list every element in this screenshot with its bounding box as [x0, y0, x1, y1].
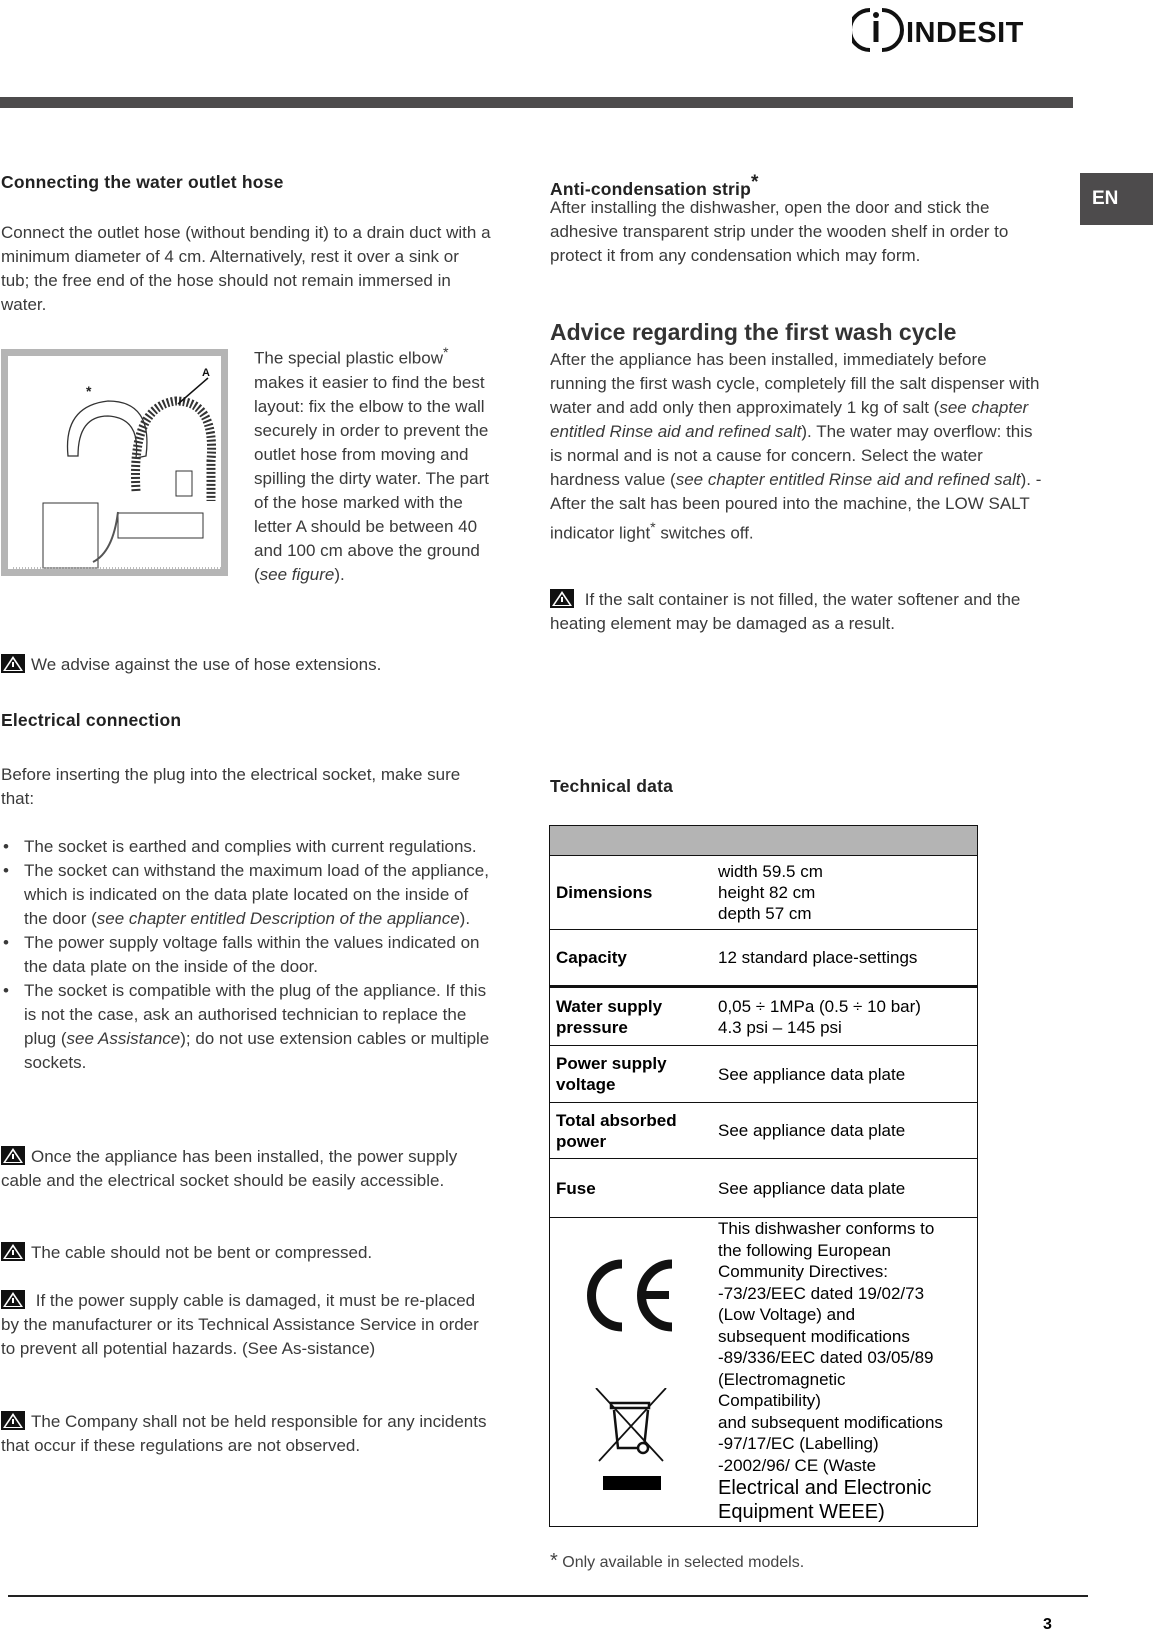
table-row: Dimensions width 59.5 cm height 82 cm depth 57 cm [550, 856, 978, 930]
language-tab: EN [1080, 173, 1153, 225]
svg-text:*: * [86, 383, 92, 399]
svg-text:INDESIT: INDESIT [906, 17, 1024, 49]
technical-data-table [549, 825, 978, 1527]
warning-icon [550, 589, 574, 608]
elbow-text-end: ). [334, 564, 345, 584]
warning-icon [1, 654, 25, 673]
page-number: 3 [1043, 1616, 1052, 1633]
table-row: Power supply voltage See appliance data plate [550, 1046, 978, 1103]
first-wash-heading: Advice regarding the first wash cycle [550, 319, 957, 345]
see-figure-link: see figure [259, 564, 335, 584]
warning-salt: If the salt container is not filled, the water softener and the heating element may be damaged as a result. [550, 590, 1021, 633]
svg-text:A: A [202, 367, 210, 379]
hose-installation-figure [1, 349, 228, 576]
anti-condensation-paragraph: After installing the dishwasher, open the door and stick the adhesive transparent strip under the wooden shelf in order to protect it from any condensation which may form. [550, 198, 1009, 265]
weee-bin-icon [591, 1388, 671, 1498]
warning-icon [1, 1290, 25, 1309]
warning-damaged-cable: If the power supply cable is damaged, it must be re-placed by the manufacturer or its Technical Assistance Service in order to prevent all potential hazards. (See As-sistance) [1, 1291, 479, 1358]
electrical-intro: Before inserting the plug into the electrical socket, make sure that: [1, 765, 461, 808]
warning-icon [1, 1242, 25, 1261]
checklist-item: • The socket can withstand the maximum load of the appliance, which is indicated on the data plate located on the inside of the door (see chapter entitled Description of the appliance). [1, 859, 491, 931]
warning-cable: The cable should not be bent or compressed. [1, 1241, 491, 1265]
ce-mark-icon [584, 1258, 679, 1333]
warning-accessible: Once the appliance has been installed, the power supply cable and the electrical socket should be easily accessible. [1, 1147, 458, 1190]
checklist-item: • The socket is compatible with the plug of the appliance. If this is not the case, ask an authorised technician to replace the plug (see Assistance); do not use extension cables or multiple sockets. [1, 979, 491, 1075]
technical-data-heading: Technical data [550, 776, 674, 796]
indesit-logo [852, 4, 1052, 54]
footer-rule [8, 1595, 1088, 1597]
checklist-item: • The power supply voltage falls within the values indicated on the data plate on the inside of the door. [1, 931, 491, 979]
elbow-text: The special plastic elbow [254, 348, 443, 368]
compliance-row: This dishwasher conforms to the following European Community Directives: -73/23/EEC dated 19/02/73 (Low Voltage) and subsequent modifications -89/336/EEC dated 03/05/89 (Electromagnetic Compatibility) and subsequent modifications -97/17/EC (Labelling) -2002/96/ CE (Waste Electrical and Electronic Equipment WEEE) [550, 1218, 978, 1527]
table-row: Fuse See appliance data plate [550, 1159, 978, 1218]
warning-extensions [1, 653, 491, 677]
outlet-hose-heading: Connecting the water outlet hose [1, 172, 284, 192]
first-wash-paragraph: After the appliance has been installed, immediately before running the first wash cycle, completely fill the salt dispenser with water and add only then approximately 1 kg of salt (see chapter entitled Rinse aid and refined salt). The water may overflow: this is normal and is not a cause for concern. Select the water hardness value (see chapter entitled Rinse aid and refined salt). - After the salt has been poured into the machine, the LOW SALT indicator light* switches off. [550, 350, 1042, 543]
table-row: Total absorbed power See appliance data plate [550, 1103, 978, 1159]
warning-text: We advise against the use of hose extensions. [31, 655, 382, 674]
table-header [550, 826, 978, 856]
anti-condensation-heading: Anti-condensation strip* [550, 172, 759, 199]
elbow-paragraph-block [1, 341, 491, 598]
outlet-hose-paragraph: Connect the outlet hose (without bending it) to a drain duct with a minimum diameter of 4 cm. Alternatively, rest it over a sink or tub; the free end of the hose should not remain immersed in water. [1, 223, 491, 314]
table-row: Capacity 12 standard place-settings [550, 930, 978, 987]
header-bar [0, 97, 1073, 108]
table-row: Water supply pressure 0,05 ÷ 1MPa (0.5 ÷ 10 bar) 4.3 psi – 145 psi [550, 987, 978, 1046]
electrical-heading: Electrical connection [1, 710, 182, 730]
warning-icon [1, 1411, 25, 1430]
warning-icon [1, 1146, 25, 1165]
checklist-item: • The socket is earthed and complies with current regulations. [1, 835, 491, 859]
electrical-checklist [1, 835, 491, 1075]
asterisk: * [442, 345, 449, 361]
footnote: * Only available in selected models. [550, 1550, 805, 1572]
elbow-text-cont: makes it easier to find the best layout: fix the elbow to the wall securely in order to prevent the outlet hose from moving and spilling the dirty water. The part of the hose marked with the letter A should be between 40 and 100 cm above the ground ( [254, 372, 489, 584]
warning-liability: The Company shall not be held responsible for any incidents that occur if these regulations are not observed. [1, 1412, 487, 1455]
